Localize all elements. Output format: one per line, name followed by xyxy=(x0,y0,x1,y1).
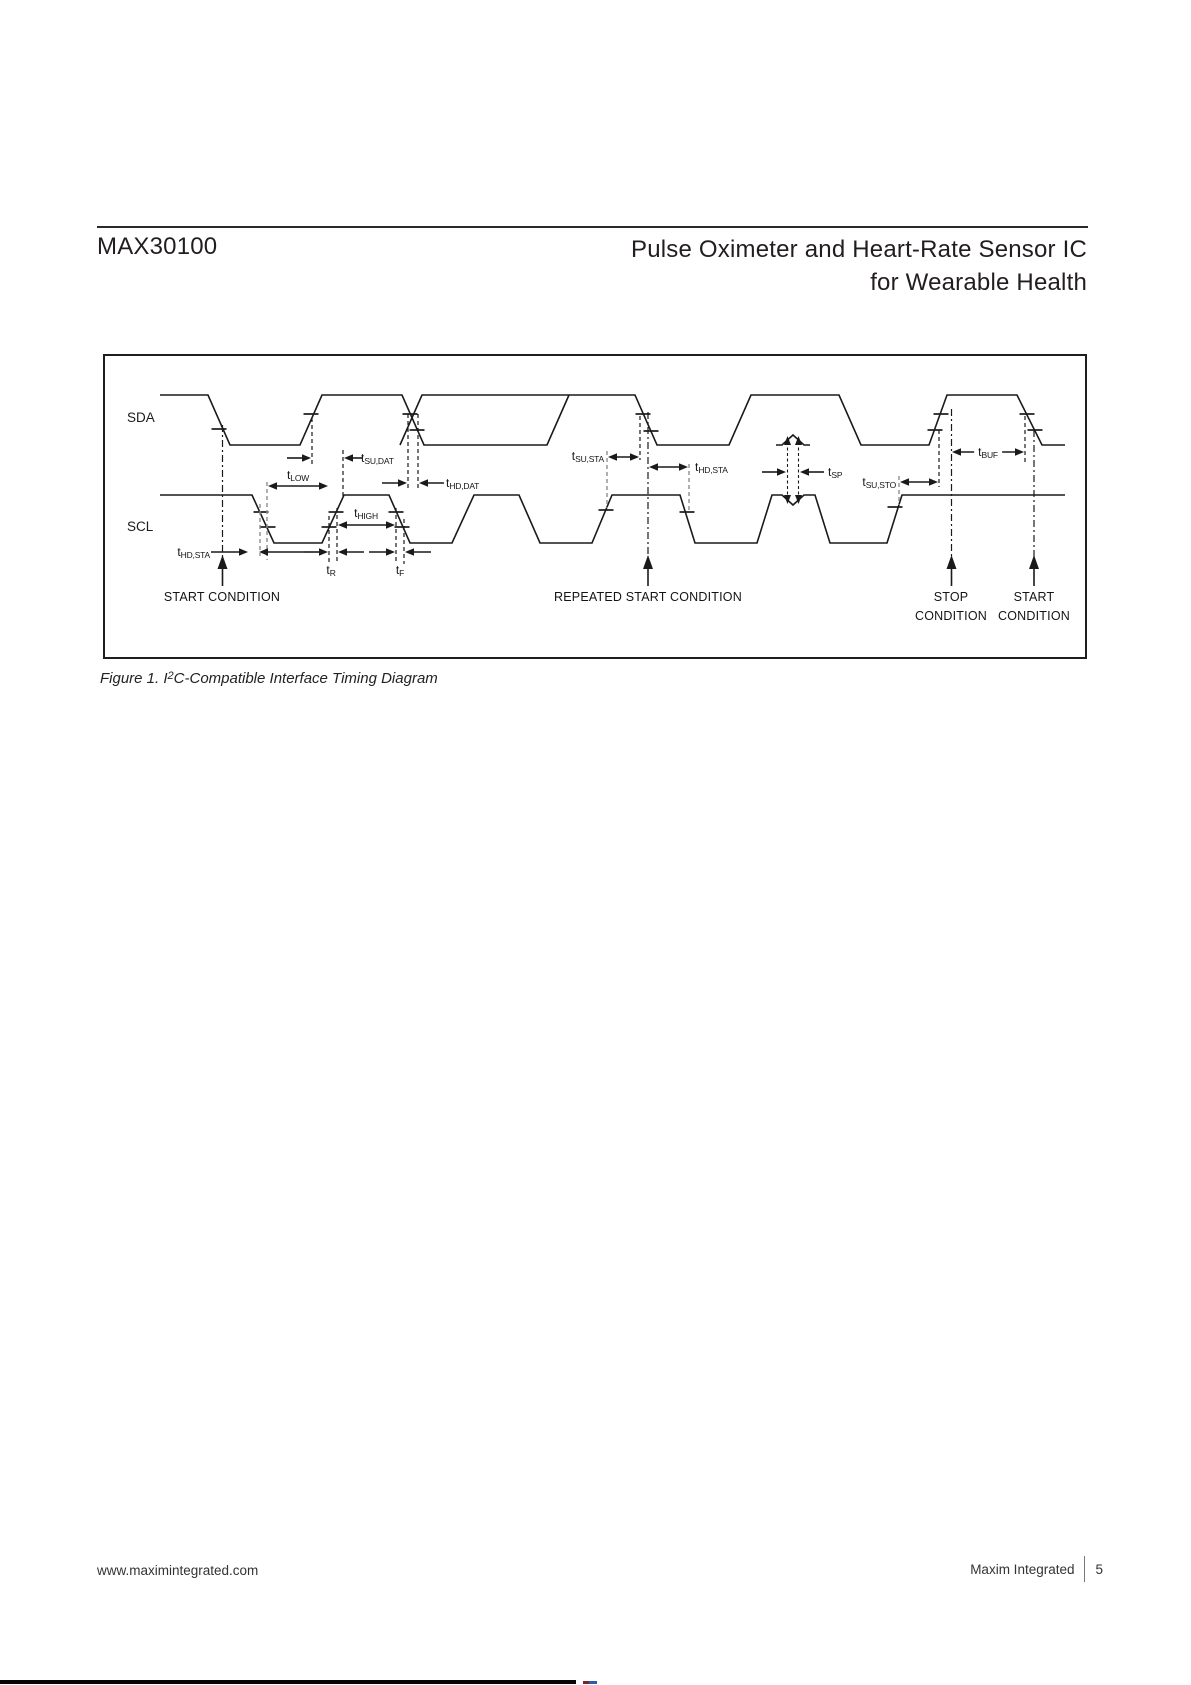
condition-markers xyxy=(218,409,1040,586)
t-low-label: $t_{LOW}$ xyxy=(286,468,310,483)
timing-diagram-figure xyxy=(103,354,1087,659)
repeated-start-condition-label: REPEATED START CONDITION xyxy=(554,590,742,604)
footer-company: Maxim Integrated xyxy=(970,1561,1075,1577)
header-rule xyxy=(97,226,1088,228)
start-condition-2-label: START CONDITION xyxy=(998,590,1070,623)
doc-title-line1: Pulse Oximeter and Heart-Rate Sensor IC xyxy=(631,236,1087,263)
bottom-blue-dash-artifact xyxy=(589,1681,597,1684)
scl-signal-label: SCL xyxy=(127,519,154,534)
t-buf-label: $t_{BUF}$ xyxy=(974,446,1002,461)
start-condition-arrow-icon xyxy=(218,555,228,586)
dimension-arrows xyxy=(211,448,1024,556)
t-hd-sta-1-label: $t_{HD,STA}$ xyxy=(177,545,210,560)
scl-waveform xyxy=(160,495,1065,543)
t-su-sta-label: $t_{SU,STA}$ xyxy=(571,449,604,464)
t-hd-sta-2-label: $t_{HD,STA}$ xyxy=(695,460,728,475)
sda-spike-glyph xyxy=(776,435,810,445)
stop-condition-label: STOP CONDITION xyxy=(915,590,987,623)
footer-page-number: 5 xyxy=(1095,1561,1103,1577)
stop-condition-arrow-icon xyxy=(947,555,957,586)
start-condition-label: START CONDITION xyxy=(163,590,281,604)
doc-title xyxy=(631,233,1087,299)
sda-signal-label: SDA xyxy=(127,410,155,425)
footer-divider xyxy=(1084,1556,1085,1582)
t-f-label: $t_F$ xyxy=(395,563,405,578)
figure-caption: Figure 1. $I^2C$-Compatible Interface Timing Diagram xyxy=(100,670,438,687)
t-sp-label: $t_{SP}$ xyxy=(828,465,843,480)
t-high-label: $t_{HIGH}$ xyxy=(354,506,378,521)
bottom-rule-artifact xyxy=(0,1680,576,1684)
footer-website: www.maximintegrated.com xyxy=(97,1563,259,1578)
part-number: MAX30100 xyxy=(97,233,218,260)
tick-marks xyxy=(212,414,1043,527)
t-hd-dat-label: $t_{HD,DAT}$ xyxy=(446,476,480,491)
reference-dashes xyxy=(260,414,1025,564)
doc-title-line2: for Wearable Health xyxy=(870,269,1087,296)
t-su-sto-label: $t_{SU,STO}$ xyxy=(862,475,896,490)
t-r-label: $t_R$ xyxy=(326,563,336,578)
sda-waveform xyxy=(160,395,1065,445)
footer-right xyxy=(970,1556,1103,1582)
start-condition-2-arrow-icon xyxy=(1029,555,1039,586)
repeated-start-condition-arrow-icon xyxy=(643,555,653,586)
t-su-dat-label: $t_{SU,DAT}$ xyxy=(361,451,394,466)
tsp-spike-markers xyxy=(784,436,802,504)
